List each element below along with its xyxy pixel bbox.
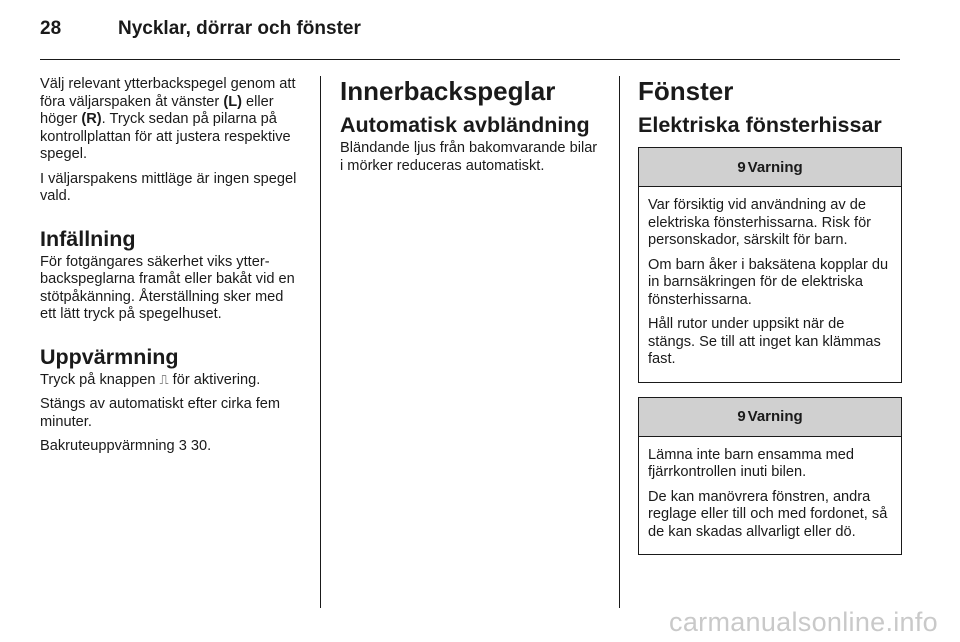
- page-number: 28: [40, 18, 62, 39]
- warning-header: [639, 148, 901, 187]
- heading-innerbackspeglar: Innerbackspeglar: [340, 76, 556, 106]
- warning-triangle-icon: 9: [737, 158, 746, 176]
- warning-paragraph: Var försiktig vid användning av de elektriska fönsterhissarna. Risk för personskador, särskilt för barn.: [648, 197, 872, 248]
- column-divider-1: [320, 76, 321, 608]
- text-span: 30.: [186, 438, 212, 454]
- warning-header: [639, 398, 901, 437]
- page-reference-arrow-icon: 3: [178, 438, 187, 454]
- text-span: Bakruteuppvärmning: [40, 438, 179, 454]
- header-rule: [40, 59, 900, 60]
- heating-paragraph: [40, 372, 302, 390]
- rear-window-heating-reference: [40, 438, 302, 456]
- warning-paragraph: De kan manövrera fönstren, andra reglage eller till och med fordonet, så de kan skadas allvarligt eller dö.: [648, 488, 888, 540]
- text-span: Tryck på knappen: [40, 371, 160, 388]
- text-span: . Tryck sedan på pilarna på kontrollplattan för att justera respektive spegel.: [40, 111, 291, 162]
- heading-infallning: Infällning: [40, 226, 136, 251]
- folding-paragraph: För fotgängares säkerhet viks ytterbackspeglarna framåt eller bakåt vid en stötpåkänning. Återställning sker med ett lätt tryck på spegelhuset.: [40, 253, 295, 322]
- text-span: eller höger: [40, 93, 274, 127]
- watermark: carmanualsonline.info: [669, 607, 938, 637]
- warning-box-2: [638, 397, 902, 556]
- warning-paragraph: Om barn åker i baksätena kopplar du in barnsäkringen för de elektriska fönsterhissarna.: [648, 256, 889, 308]
- page-title: Nycklar, dörrar och fönster: [118, 18, 361, 39]
- left-key-label: (L): [223, 93, 242, 110]
- heading-elektriska-fonsterhissar: Elektriska fönsterhissar: [638, 113, 882, 137]
- text-span: Välj relevant ytterbackspegel genom att föra väljarspaken åt vänster: [40, 76, 296, 110]
- heading-automatisk-avblandning: Automatisk avbländning: [340, 113, 590, 137]
- column-divider-2: [619, 76, 620, 608]
- mirror-select-paragraph: [40, 76, 302, 164]
- heating-auto-off-paragraph: Stängs av automatiskt efter cirka fem minuter.: [40, 396, 281, 430]
- right-key-label: (R): [81, 111, 102, 127]
- warning-triangle-icon: 9: [737, 408, 746, 425]
- warning-label: Varning: [747, 158, 803, 176]
- warning-body: [639, 187, 901, 382]
- heading-uppvarmning: Uppvärmning: [40, 344, 179, 369]
- text-span: för aktivering.: [168, 371, 261, 388]
- column-right: [638, 76, 902, 569]
- rear-defrost-icon: ⎍: [159, 372, 169, 388]
- warning-body: [639, 437, 901, 555]
- auto-dimming-paragraph: Bländande ljus från bakomvarande bilar i mörker reduceras automatiskt.: [340, 140, 598, 174]
- warning-box-1: [638, 147, 902, 383]
- heading-fonster: Fönster: [638, 76, 734, 106]
- mirror-neutral-paragraph: I väljarspakens mittläge är ingen spegel vald.: [40, 170, 297, 204]
- column-middle: [340, 76, 602, 182]
- column-left: [40, 76, 302, 463]
- warning-paragraph: Lämna inte barn ensamma med fjärrkontrollen inuti bilen.: [648, 446, 855, 480]
- warning-label: Varning: [747, 408, 803, 425]
- warning-paragraph: Håll rutor under uppsikt när de stängs. Se till att inget kan klämmas fast.: [648, 316, 881, 367]
